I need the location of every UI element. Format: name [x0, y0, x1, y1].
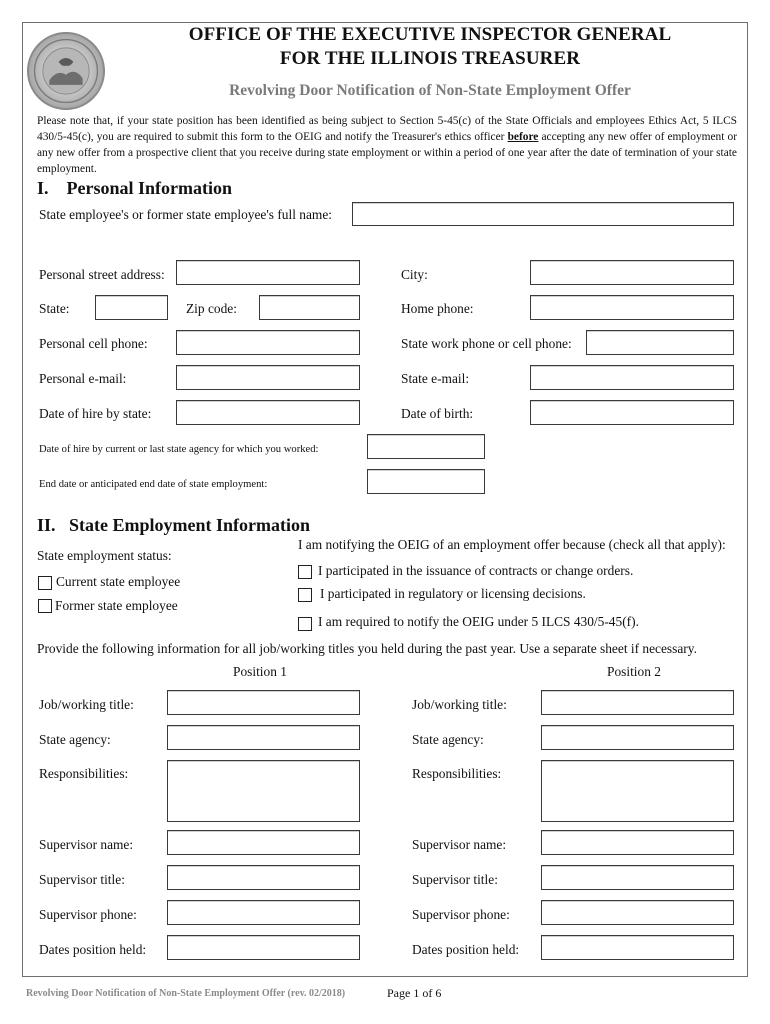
- intro-paragraph: [37, 113, 737, 177]
- full-name-input[interactable]: [352, 202, 734, 226]
- p1-sup-name-input[interactable]: [167, 830, 360, 855]
- email-input[interactable]: [176, 365, 360, 390]
- position2-heading: Position 2: [607, 664, 661, 679]
- reason-contracts-checkbox[interactable]: [298, 565, 312, 579]
- p1-job-title-label: Job/working title:: [39, 697, 134, 712]
- cell-phone-input[interactable]: [176, 330, 360, 355]
- p1-job-title-input[interactable]: [167, 690, 360, 715]
- reason-regulatory-label: I participated in regulatory or licensing decisions.: [320, 586, 586, 601]
- end-date-label: End date or anticipated end date of state employment:: [39, 479, 268, 490]
- p2-agency-label: State agency:: [412, 732, 484, 747]
- work-phone-label: State work phone or cell phone:: [401, 336, 572, 351]
- current-employee-checkbox[interactable]: [38, 576, 52, 590]
- p2-sup-title-input[interactable]: [541, 865, 734, 890]
- zip-input[interactable]: [259, 295, 360, 320]
- city-input[interactable]: [530, 260, 734, 285]
- hire-current-label: Date of hire by current or last state agency for which you worked:: [39, 444, 319, 455]
- p2-responsibilities-textarea[interactable]: [541, 760, 734, 822]
- former-employee-checkbox[interactable]: [38, 599, 52, 613]
- street-label: Personal street address:: [39, 267, 165, 282]
- p2-job-title-label: Job/working title:: [412, 697, 507, 712]
- city-label: City:: [401, 267, 428, 282]
- street-input[interactable]: [176, 260, 360, 285]
- end-date-input[interactable]: [367, 469, 485, 494]
- p1-dates-input[interactable]: [167, 935, 360, 960]
- birth-date-input[interactable]: [530, 400, 734, 425]
- reason-required-checkbox[interactable]: [298, 617, 312, 631]
- reason-required-label: I am required to notify the OEIG under 5 ILCS 430/5-45(f).: [318, 614, 639, 629]
- former-employee-label: Former state employee: [55, 598, 178, 613]
- state-label: State:: [39, 301, 70, 316]
- cell-phone-label: Personal cell phone:: [39, 336, 148, 351]
- section1-heading: I. Personal Information: [37, 178, 232, 198]
- p2-agency-input[interactable]: [541, 725, 734, 750]
- work-phone-input[interactable]: [586, 330, 734, 355]
- p1-dates-label: Dates position held:: [39, 942, 147, 957]
- p1-responsibilities-label: Responsibilities:: [39, 766, 129, 781]
- hire-date-input[interactable]: [176, 400, 360, 425]
- position1-heading: Position 1: [233, 664, 287, 679]
- p1-agency-label: State agency:: [39, 732, 111, 747]
- footer-form-name: Revolving Door Notification of Non-State Employment Offer (rev. 02/2018): [26, 988, 346, 999]
- intro-text-before: Please note that, if your state position has been identified as being subject to Section 5-45(c) of the State Officials and employees Ethics Act, 5 ILCS 430/5-45(c), you are required to submit this form to the OEIG and notify the Treasurer's ethics officer: [37, 115, 737, 143]
- treasurer-seal-logo: [27, 32, 105, 110]
- p1-sup-phone-input[interactable]: [167, 900, 360, 925]
- footer-page-number: Page 1 of 6: [387, 986, 442, 1000]
- p2-sup-phone-input[interactable]: [541, 900, 734, 925]
- p1-sup-name-label: Supervisor name:: [39, 837, 134, 852]
- p2-job-title-input[interactable]: [541, 690, 734, 715]
- hire-current-input[interactable]: [367, 434, 485, 459]
- email-label: Personal e-mail:: [39, 371, 127, 386]
- intro-emphasis: before: [507, 131, 539, 143]
- p1-agency-input[interactable]: [167, 725, 360, 750]
- state-email-input[interactable]: [530, 365, 734, 390]
- intro-text-after: accepting any new offer of employment or any new offer from a prospective client that you receive during state employment or within a period of one year after the date of termination of your state employment.: [37, 131, 738, 175]
- p2-responsibilities-label: Responsibilities:: [412, 766, 502, 781]
- header-title-line1: OFFICE OF THE EXECUTIVE INSPECTOR GENERAL: [188, 24, 672, 45]
- p2-sup-name-input[interactable]: [541, 830, 734, 855]
- status-label: State employment status:: [37, 548, 172, 563]
- p1-responsibilities-textarea[interactable]: [167, 760, 360, 822]
- p1-sup-title-input[interactable]: [167, 865, 360, 890]
- reason-contracts-label: I participated in the issuance of contracts or change orders.: [318, 563, 634, 578]
- birth-date-label: Date of birth:: [401, 406, 474, 421]
- home-phone-label: Home phone:: [401, 301, 474, 316]
- p2-dates-label: Dates position held:: [412, 942, 520, 957]
- p2-sup-title-label: Supervisor title:: [412, 872, 498, 887]
- home-phone-input[interactable]: [530, 295, 734, 320]
- zip-label: Zip code:: [186, 301, 237, 316]
- p2-sup-phone-label: Supervisor phone:: [412, 907, 510, 922]
- notify-reason-label: I am notifying the OEIG of an employment offer because (check all that apply):: [298, 537, 726, 552]
- hire-date-label: Date of hire by state:: [39, 406, 152, 421]
- p2-dates-input[interactable]: [541, 935, 734, 960]
- p1-sup-phone-label: Supervisor phone:: [39, 907, 137, 922]
- state-input[interactable]: [95, 295, 168, 320]
- p1-sup-title-label: Supervisor title:: [39, 872, 125, 887]
- p2-sup-name-label: Supervisor name:: [412, 837, 507, 852]
- form-subtitle: Revolving Door Notification of Non-State Employment Offer: [229, 82, 631, 99]
- header-title-line2: FOR THE ILLINOIS TREASURER: [279, 48, 581, 69]
- full-name-label: State employee's or former state employee's full name:: [39, 207, 332, 222]
- section2-heading: II. State Employment Information: [37, 515, 310, 535]
- current-employee-label: Current state employee: [56, 574, 181, 589]
- reason-regulatory-checkbox[interactable]: [298, 588, 312, 602]
- state-email-label: State e-mail:: [401, 371, 470, 386]
- provide-info-text: Provide the following information for all job/working titles you held during the past year. Use a separate sheet if necessary.: [37, 641, 697, 656]
